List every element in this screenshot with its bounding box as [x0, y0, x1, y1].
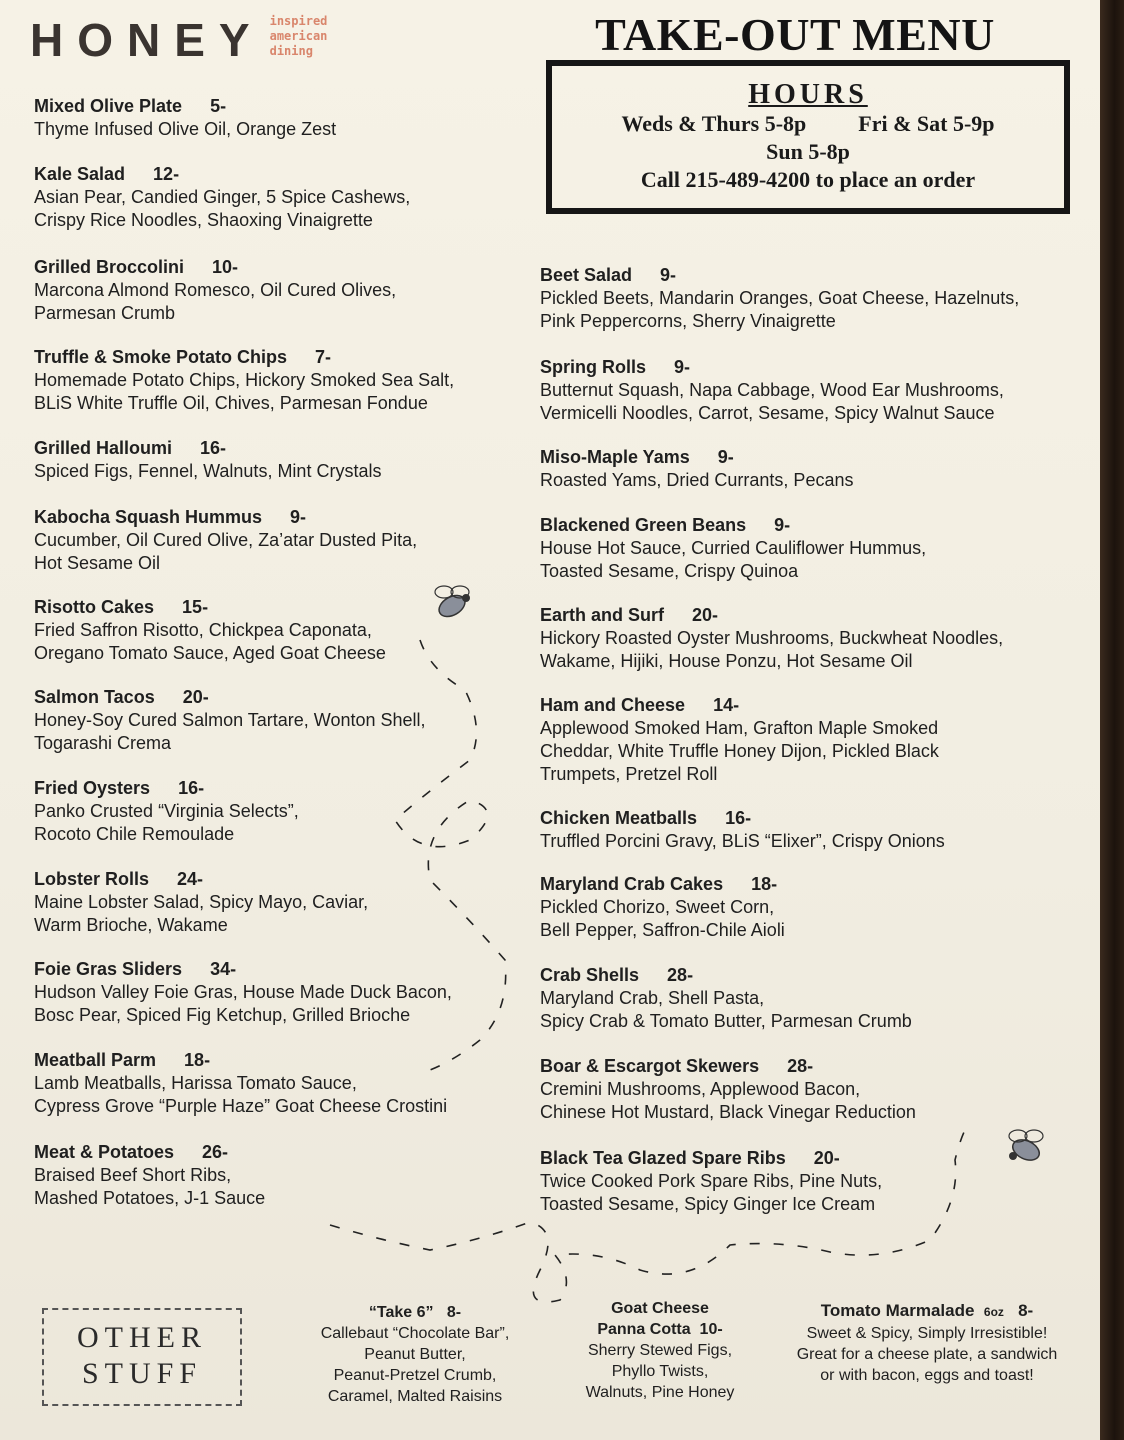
menu-item-description: Braised Beef Short Ribs,	[34, 1165, 232, 1185]
menu-item-price: 9-	[674, 357, 691, 377]
dessert-tomato-marmalade	[772, 1300, 1082, 1386]
menu-item-description: Fried Saffron Risotto, Chickpea Caponata,	[34, 620, 372, 640]
menu-item-description: Marcona Almond Romesco, Oil Cured Olives,	[34, 280, 397, 300]
menu-item-description: Mashed Potatoes, J-1 Sauce	[34, 1188, 266, 1208]
dessert-title: Tomato Marmalade	[820, 1301, 975, 1320]
menu-item-description: Pickled Chorizo, Sweet Corn,	[540, 897, 775, 917]
dessert-desc: Phyllo Twists,	[611, 1363, 709, 1380]
menu-item-description: Crispy Rice Noodles, Shaoxing Vinaigrette	[34, 210, 373, 230]
other-stuff-label: OTHER	[77, 1321, 207, 1354]
menu-item-description: Thyme Infused Olive Oil, Orange Zest	[34, 119, 337, 139]
menu-item-price: 34-	[210, 959, 237, 979]
menu-item-description: Applewood Smoked Ham, Grafton Maple Smoked	[540, 718, 939, 738]
menu-item-description: Panko Crusted “Virginia Selects”,	[34, 801, 299, 821]
menu-item-description: Maine Lobster Salad, Spicy Mayo, Caviar,	[34, 892, 369, 912]
menu-item-name: Grilled Broccolini	[34, 257, 185, 277]
menu-item-name: Meatball Parm	[34, 1050, 157, 1070]
hours-heading: HOURS	[748, 79, 868, 110]
menu-item-price: 18-	[184, 1050, 211, 1070]
menu-item-price: 7-	[315, 347, 332, 367]
dessert-size: 6oz	[983, 1305, 1004, 1319]
dessert-desc: Peanut-Pretzel Crumb,	[333, 1367, 497, 1384]
menu-item-description: Butternut Squash, Napa Cabbage, Wood Ear Mushrooms,	[540, 380, 1004, 400]
dessert-desc: Great for a cheese plate, a sandwich	[796, 1346, 1058, 1363]
menu-item-price: 5-	[210, 96, 227, 116]
menu-item-name: Lobster Rolls	[34, 869, 150, 889]
dessert-take6	[290, 1302, 540, 1407]
menu-item-price: 20-	[182, 687, 209, 707]
menu-item-name: Risotto Cakes	[34, 597, 155, 617]
menu-title: TAKE-OUT MENU	[595, 9, 995, 60]
menu-item-price: 20-	[692, 605, 719, 625]
dessert-desc: Caramel, Malted Raisins	[327, 1388, 503, 1405]
menu-item-description: Cypress Grove “Purple Haze” Goat Cheese Crostini	[34, 1096, 448, 1116]
menu-item-description: Warm Brioche, Wakame	[34, 915, 228, 935]
menu-item-description: Hot Sesame Oil	[34, 553, 161, 573]
menu-item-description: Bell Pepper, Saffron-Chile Aioli	[540, 920, 785, 940]
dessert-desc: Peanut Butter,	[364, 1346, 466, 1363]
menu-item-description: Maryland Crab, Shell Pasta,	[540, 988, 765, 1008]
menu-item-description: Lamb Meatballs, Harissa Tomato Sauce,	[34, 1073, 357, 1093]
menu-item-description: Vermicelli Noodles, Carrot, Sesame, Spicy Walnut Sauce	[540, 403, 995, 423]
dessert-price: 8-	[446, 1304, 462, 1321]
menu-item-name: Miso-Maple Yams	[540, 447, 690, 467]
menu-item-description: Homemade Potato Chips, Hickory Smoked Sea Salt,	[34, 370, 455, 390]
tagline-line: inspired	[269, 14, 328, 28]
menu-item-price: 12-	[153, 164, 180, 184]
dessert-title: Panna Cotta	[597, 1321, 691, 1338]
menu-item-description: Oregano Tomato Sauce, Aged Goat Cheese	[34, 643, 386, 663]
menu-item-description: Honey-Soy Cured Salmon Tartare, Wonton Shell,	[34, 710, 426, 730]
menu-item-name: Black Tea Glazed Spare Ribs	[540, 1148, 786, 1168]
menu-item-price: 9-	[717, 447, 734, 467]
menu-item-name: Boar & Escargot Skewers	[540, 1056, 760, 1076]
menu-item-price: 16-	[178, 778, 205, 798]
menu-item-description: Truffled Porcini Gravy, BLiS “Elixer”, Crispy Onions	[540, 831, 945, 851]
menu-item-price: 16-	[200, 438, 227, 458]
menu-item-price: 14-	[713, 695, 740, 715]
other-stuff-box	[42, 1308, 242, 1406]
menu-item-price: 9-	[660, 265, 677, 285]
menu-item-price: 9-	[774, 515, 791, 535]
menu-item-description: Togarashi Crema	[34, 733, 172, 753]
menu-item-description: Spicy Crab & Tomato Butter, Parmesan Crumb	[540, 1011, 912, 1031]
menu-item-description: Wakame, Hijiki, House Ponzu, Hot Sesame Oil	[540, 651, 913, 671]
menu-item-description: Chinese Hot Mustard, Black Vinegar Reduction	[540, 1102, 916, 1122]
menu-item-name: Crab Shells	[540, 965, 640, 985]
logo-wordmark: HONEY	[30, 14, 264, 66]
menu-item-name: Mixed Olive Plate	[34, 96, 183, 116]
menu-item-price: 10-	[212, 257, 239, 277]
bee-icon	[1009, 1130, 1043, 1164]
hours-sun: Sun 5-8p	[766, 139, 850, 164]
menu-item-description: Parmesan Crumb	[34, 303, 176, 323]
menu-item-price: 28-	[787, 1056, 814, 1076]
menu-item-name: Earth and Surf	[540, 605, 665, 625]
menu-item-description: Spiced Figs, Fennel, Walnuts, Mint Crystals	[34, 461, 382, 481]
dessert-price: 8-	[1018, 1301, 1034, 1320]
menu-item-name: Maryland Crab Cakes	[540, 874, 724, 894]
tagline-line: american	[269, 29, 328, 43]
menu-item-description: Cremini Mushrooms, Applewood Bacon,	[540, 1079, 861, 1099]
menu-item-name: Blackened Green Beans	[540, 515, 747, 535]
menu-item-description: House Hot Sauce, Curried Cauliflower Hummus,	[540, 538, 927, 558]
menu-item-name: Fried Oysters	[34, 778, 151, 798]
hours-fri-sat: Fri & Sat 5-9p	[858, 111, 995, 136]
menu-item-description: Cheddar, White Truffle Honey Dijon, Pickled Black	[540, 741, 939, 761]
bee-icon	[435, 586, 470, 621]
dessert-title: “Take 6”	[368, 1304, 434, 1321]
menu-item-description: Twice Cooked Pork Spare Ribs, Pine Nuts,	[540, 1171, 883, 1191]
menu-item-description: Toasted Sesame, Spicy Ginger Ice Cream	[540, 1194, 876, 1214]
menu-item-description: Roasted Yams, Dried Currants, Pecans	[540, 470, 854, 490]
menu-item-price: 26-	[202, 1142, 229, 1162]
menu-item-description: Trumpets, Pretzel Roll	[540, 764, 718, 784]
dessert-desc: Sherry Stewed Figs,	[587, 1342, 733, 1359]
dessert-desc: or with bacon, eggs and toast!	[820, 1367, 1034, 1384]
menu-item-price: 16-	[725, 808, 752, 828]
menu-item-name: Kabocha Squash Hummus	[34, 507, 263, 527]
hours-weds-thurs: Weds & Thurs 5-8p	[621, 111, 807, 136]
bee-trail	[330, 640, 965, 1302]
menu-item-description: Hickory Roasted Oyster Mushrooms, Buckwheat Noodles,	[540, 628, 1004, 648]
menu-item-name: Foie Gras Sliders	[34, 959, 183, 979]
tagline-line: dining	[269, 44, 313, 58]
hours-call: Call 215-489-4200 to place an order	[640, 167, 976, 192]
menu-item-price: 15-	[182, 597, 209, 617]
menu-item-name: Chicken Meatballs	[540, 808, 698, 828]
menu-item-price: 20-	[813, 1148, 840, 1168]
dessert-price: 10-	[699, 1321, 723, 1338]
menu-item-price: 24-	[177, 869, 204, 889]
dessert-desc: Sweet & Spicy, Simply Irresistible!	[806, 1325, 1048, 1342]
menu-item-name: Grilled Halloumi	[34, 438, 173, 458]
menu-item-name: Ham and Cheese	[540, 695, 686, 715]
menu-item-price: 18-	[751, 874, 778, 894]
menu-item-description: Cucumber, Oil Cured Olive, Za’atar Dusted Pita,	[34, 530, 418, 550]
menu-item-description: Pickled Beets, Mandarin Oranges, Goat Cheese, Hazelnuts,	[540, 288, 1020, 308]
menu-item-name: Salmon Tacos	[34, 687, 155, 707]
menu-item-name: Kale Salad	[34, 164, 126, 184]
menu-item-name: Truffle & Smoke Potato Chips	[34, 347, 288, 367]
menu-item-description: Rocoto Chile Remoulade	[34, 824, 235, 844]
dessert-panna-cotta	[560, 1298, 760, 1403]
dessert-desc: Callebaut “Chocolate Bar”,	[320, 1325, 510, 1342]
menu-item-name: Beet Salad	[540, 265, 633, 285]
dessert-title: Goat Cheese	[611, 1300, 709, 1317]
menu-item-price: 9-	[290, 507, 307, 527]
menu-item-name: Meat & Potatoes	[34, 1142, 175, 1162]
menu-item-description: BLiS White Truffle Oil, Chives, Parmesan Fondue	[34, 393, 428, 413]
menu-item-price: 28-	[667, 965, 694, 985]
menu-item-description: Pink Peppercorns, Sherry Vinaigrette	[540, 311, 836, 331]
menu-item-description: Asian Pear, Candied Ginger, 5 Spice Cashews,	[34, 187, 411, 207]
dessert-desc: Walnuts, Pine Honey	[585, 1384, 735, 1401]
menu-item-description: Toasted Sesame, Crispy Quinoa	[540, 561, 799, 581]
menu-item-description: Bosc Pear, Spiced Fig Ketchup, Grilled Brioche	[34, 1005, 411, 1025]
menu-item-name: Spring Rolls	[540, 357, 647, 377]
menu-item-description: Hudson Valley Foie Gras, House Made Duck Bacon,	[34, 982, 452, 1002]
other-stuff-label: STUFF	[81, 1357, 203, 1390]
